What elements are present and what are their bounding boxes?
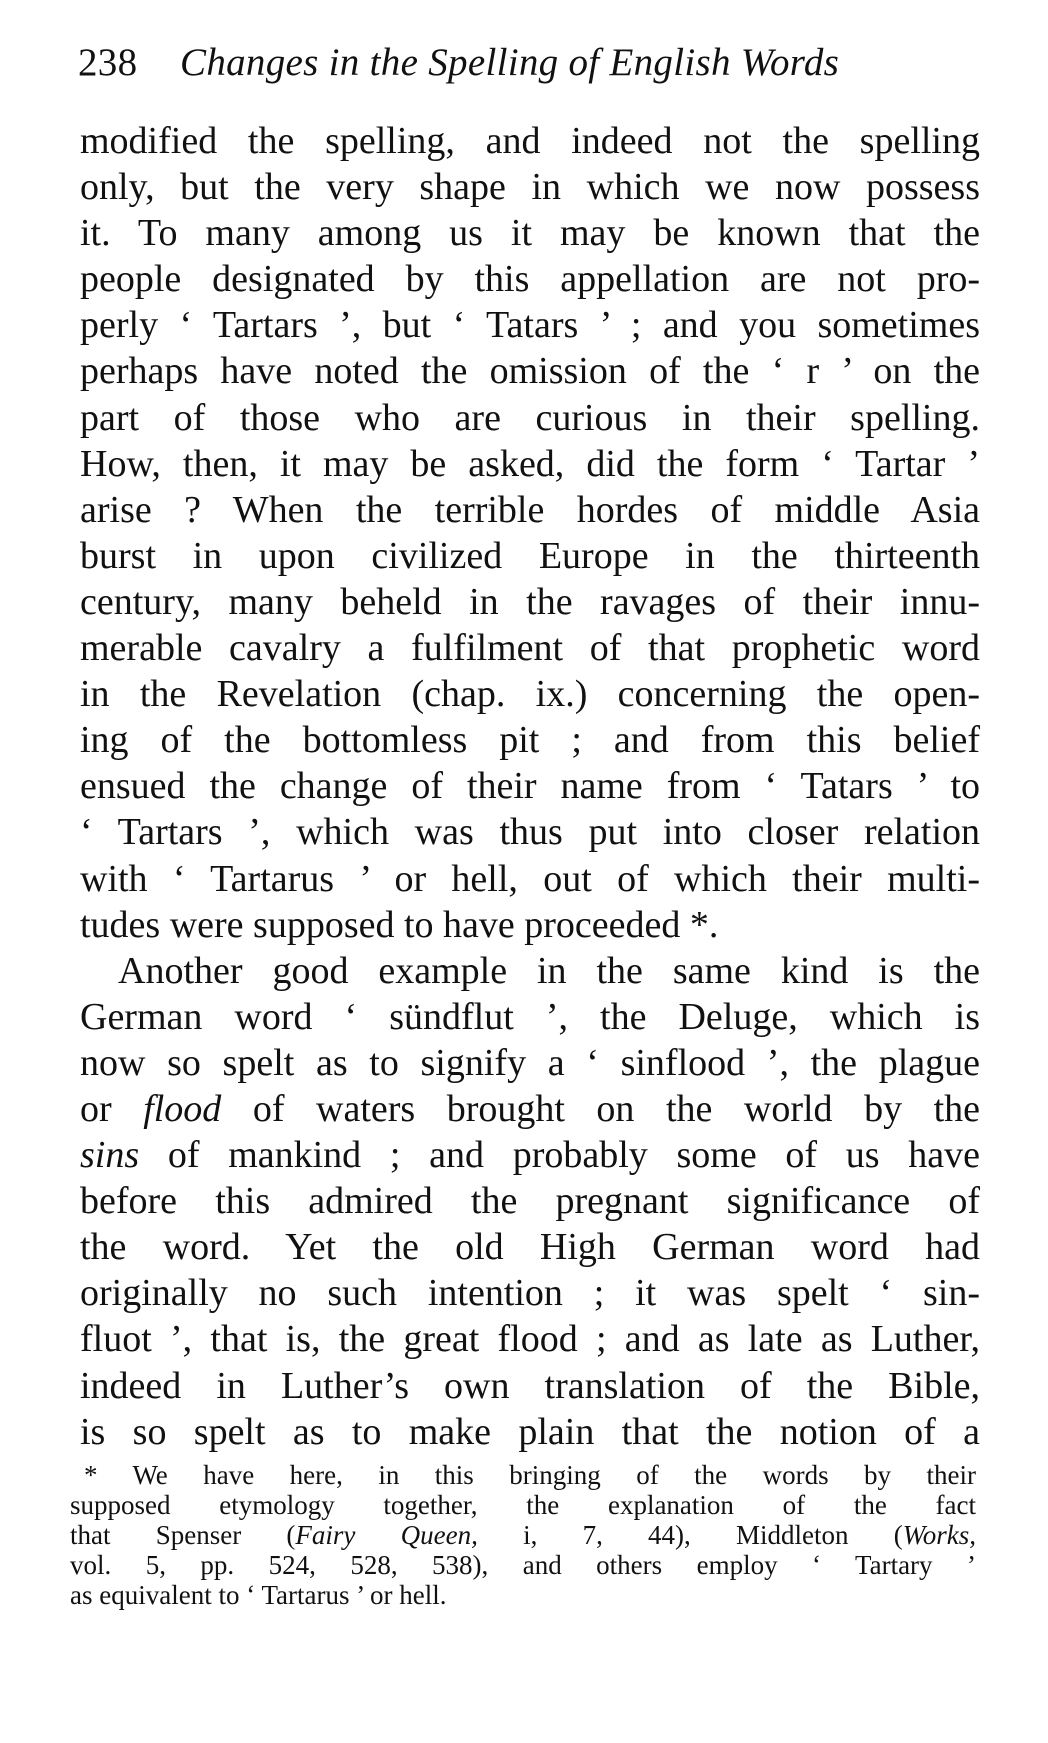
text-line: century, many beheld in the ravages of their innu- [80, 580, 980, 623]
footnote-line: supposed etymology together, the explanation of the fact [70, 1490, 976, 1520]
footnote [70, 1460, 976, 1610]
text-line: German word ‘ sündflut ’, the Deluge, which is [80, 995, 980, 1038]
text-line: ing of the bottomless pit ; and from this belief [80, 719, 980, 762]
paragraph-start-line: Another good example in the same kind is the [118, 949, 980, 992]
text-line [80, 1132, 980, 1178]
text-line: How, then, it may be asked, did the form ‘ Tartar ’ [80, 442, 980, 485]
body-text [80, 118, 980, 1455]
paragraph-end-line: tudes were supposed to have proceeded *. [80, 903, 719, 946]
text-line [80, 1086, 980, 1132]
text-line: with ‘ Tartarus ’ or hell, out of which their multi- [80, 857, 980, 900]
text-run: i, 7, 44), Middleton ( [477, 1520, 903, 1550]
text-line: people designated by this appellation are not pro- [80, 258, 980, 301]
footnote-line [70, 1520, 976, 1550]
footnote-line: as equivalent to ‘ Tartarus ’ or hell. [70, 1580, 447, 1610]
text-line: indeed in Luther’s own translation of the Bible, [80, 1364, 980, 1407]
text-line: burst in upon civilized Europe in the thirteenth [80, 534, 980, 577]
text-line: ensued the change of their name from ‘ Tatars ’ to [80, 765, 980, 808]
text-line: modified the spelling, and indeed not the spelling [80, 120, 980, 162]
text-line: perhaps have noted the omission of the ‘ r ’ on the [80, 350, 980, 393]
text-line: it. To many among us it may be known that the [80, 212, 980, 255]
footnote-line: * We have here, in this bringing of the words by their [84, 1460, 976, 1490]
text-line: the word. Yet the old High German word had [80, 1226, 980, 1269]
text-run: that Spenser ( [70, 1520, 296, 1550]
text-line: originally no such intention ; it was spelt ‘ sin- [80, 1272, 980, 1315]
page-number: 238 [78, 41, 138, 84]
text-line: arise ? When the terrible hordes of middle Asia [80, 488, 980, 531]
italic-word: flood [143, 1087, 222, 1130]
running-title: Changes in the Spelling of English Words [180, 41, 840, 84]
text-run: of waters brought on the world by the [221, 1087, 981, 1130]
text-line: fluot ’, that is, the great flood ; and as late as Luther, [80, 1318, 980, 1361]
text-line: before this admired the pregnant significance of [80, 1180, 980, 1223]
text-run: of mankind ; and probably some of us have [139, 1134, 980, 1177]
running-header [78, 40, 978, 100]
text-line: is so spelt as to make plain that the notion of a [80, 1410, 980, 1453]
text-line: part of those who are curious in their spelling. [80, 396, 980, 439]
text-line: merable cavalry a fulfilment of that prophetic word [80, 627, 980, 670]
text-line: ‘ Tartars ’, which was thus put into closer relation [80, 811, 980, 854]
italic-word: sins [80, 1134, 140, 1177]
text-line: only, but the very shape in which we now possess [80, 166, 980, 209]
text-line: in the Revelation (chap. ix.) concerning the open- [80, 673, 980, 716]
text-run: or [80, 1087, 144, 1130]
italic-title: Fairy Queen, [295, 1520, 478, 1550]
text-line: now so spelt as to signify a ‘ sinflood ’, the plague [80, 1041, 980, 1084]
italic-title: Works, [902, 1520, 976, 1550]
text-line: perly ‘ Tartars ’, but ‘ Tatars ’ ; and you sometimes [80, 304, 980, 347]
footnote-line: vol. 5, pp. 524, 528, 538), and others employ ‘ Tartary ’ [70, 1550, 976, 1580]
